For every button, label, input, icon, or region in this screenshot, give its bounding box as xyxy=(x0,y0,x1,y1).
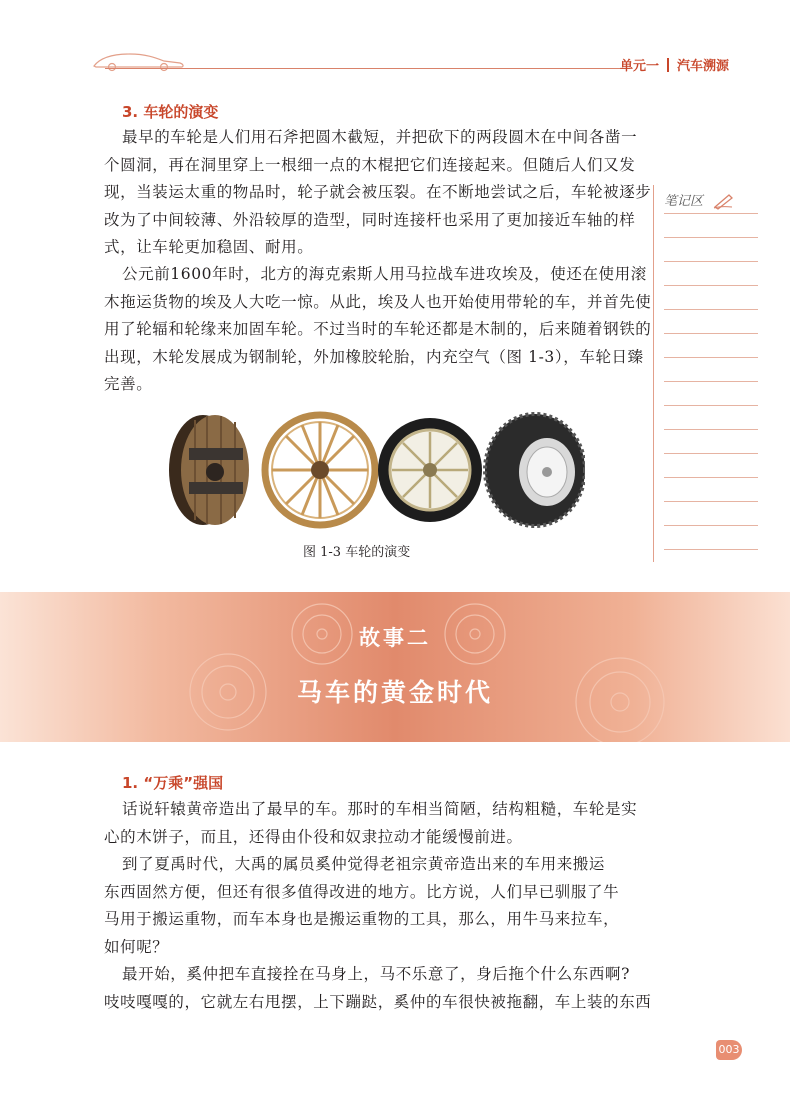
solid-wood-wheel-image xyxy=(169,415,249,525)
note-line xyxy=(664,477,758,478)
pencil-icon xyxy=(712,192,734,210)
paragraph xyxy=(104,261,652,399)
page-number: 003 xyxy=(716,1040,742,1060)
text-line: 个圆洞，再在洞里穿上一根细一点的木棍把它们连接起来。但随后人们又发 xyxy=(104,155,636,174)
text-line: 最早的车轮是人们用石斧把圆木截短，并把砍下的两段圆木在中间各凿一 xyxy=(122,128,638,146)
text-line: 到了夏禹时代，大禹的属员奚仲觉得老祖宗黄帝造出来的车用来搬运 xyxy=(122,855,606,873)
text-line: 马用于搬运重物，而车本身也是搬运重物的工具，那么，用牛马来拉车， xyxy=(104,910,620,928)
note-line xyxy=(664,213,758,214)
text-line: 式，让车轮更加稳固、耐用。 xyxy=(104,238,314,256)
text-line: 心的木饼子，而且，还得由仆役和奴隶拉动才能缓慢前进。 xyxy=(104,827,523,846)
header-rule xyxy=(105,68,630,69)
paragraph xyxy=(104,961,652,1016)
section-heading-wansheng: 1. “万乘”强国 xyxy=(122,774,224,792)
text-line: 东西固然方便，但还有很多值得改进的地方。比方说，人们早已驯服了牛 xyxy=(104,882,620,901)
header-separator xyxy=(667,58,669,72)
paragraph xyxy=(104,851,642,961)
story-number: 故事二 xyxy=(359,626,431,650)
story-title: 马车的黄金时代 xyxy=(296,678,493,707)
note-line xyxy=(664,501,758,502)
paragraph xyxy=(104,796,642,851)
unit-label: 单元一 xyxy=(620,59,660,74)
note-line xyxy=(664,285,758,286)
paragraph xyxy=(104,124,652,262)
text-line: 最开始，奚仲把车直接拴在马身上，马不乐意了，身后拖个什么东西啊? xyxy=(122,965,631,983)
notes-area xyxy=(653,185,759,562)
section-heading-wheel-evolution: 3. 车轮的演变 xyxy=(122,103,219,121)
text-line: 木拖运货物的埃及人大吃一惊。从此，埃及人也开始使用带轮的车，并首先使 xyxy=(104,292,652,311)
decorative-wheels-icon xyxy=(0,592,790,742)
notes-title: 笔记区 xyxy=(664,194,704,209)
note-line xyxy=(664,429,758,430)
text-line: 改为了中间较薄、外沿较厚的造型，同时连接杆也采用了更加接近车轴的样 xyxy=(104,210,636,229)
note-line xyxy=(664,237,758,238)
text-line: 完善。 xyxy=(104,375,153,393)
spoked-wood-wheel-image xyxy=(265,415,375,525)
modern-tyre-image xyxy=(485,414,585,526)
text-line: 吱吱嘎嘎的，它就左右甩摆，上下蹦跶，奚仲的车很快被拖翻，车上装的东西 xyxy=(104,992,652,1011)
text-line: 话说轩辕黄帝造出了最早的车。那时的车相当简陋，结构粗糙，车轮是实 xyxy=(122,800,638,818)
note-line xyxy=(664,549,758,550)
figure-caption: 图 1-3 车轮的演变 xyxy=(303,545,411,560)
note-line xyxy=(664,453,758,454)
text-line: 如何呢？ xyxy=(104,937,169,956)
note-line xyxy=(664,525,758,526)
note-line xyxy=(664,381,758,382)
running-header xyxy=(620,55,729,74)
text-line: 现，当装运太重的物品时，轮子就会被压裂。在不断地尝试之后，车轮被逐步 xyxy=(104,183,652,201)
note-line xyxy=(664,261,758,262)
note-line xyxy=(664,309,758,310)
text-line: 出现，木轮发展成为钢制轮，外加橡胶轮胎，内充空气（图 1-3），车轮日臻 xyxy=(104,347,644,366)
note-line xyxy=(664,405,758,406)
wheel-evolution-figure xyxy=(155,410,585,530)
note-line xyxy=(664,333,758,334)
rubber-tyre-wheel-image xyxy=(378,418,482,522)
section-label: 汽车溯源 xyxy=(677,59,730,74)
text-line: 用了轮辐和轮缘来加固车轮。不过当时的车轮还都是木制的，后来随着钢铁的 xyxy=(104,320,652,338)
note-line xyxy=(664,357,758,358)
text-line: 公元前1600年时，北方的海克索斯人用马拉战车进攻埃及，使还在使用滚 xyxy=(122,265,647,283)
